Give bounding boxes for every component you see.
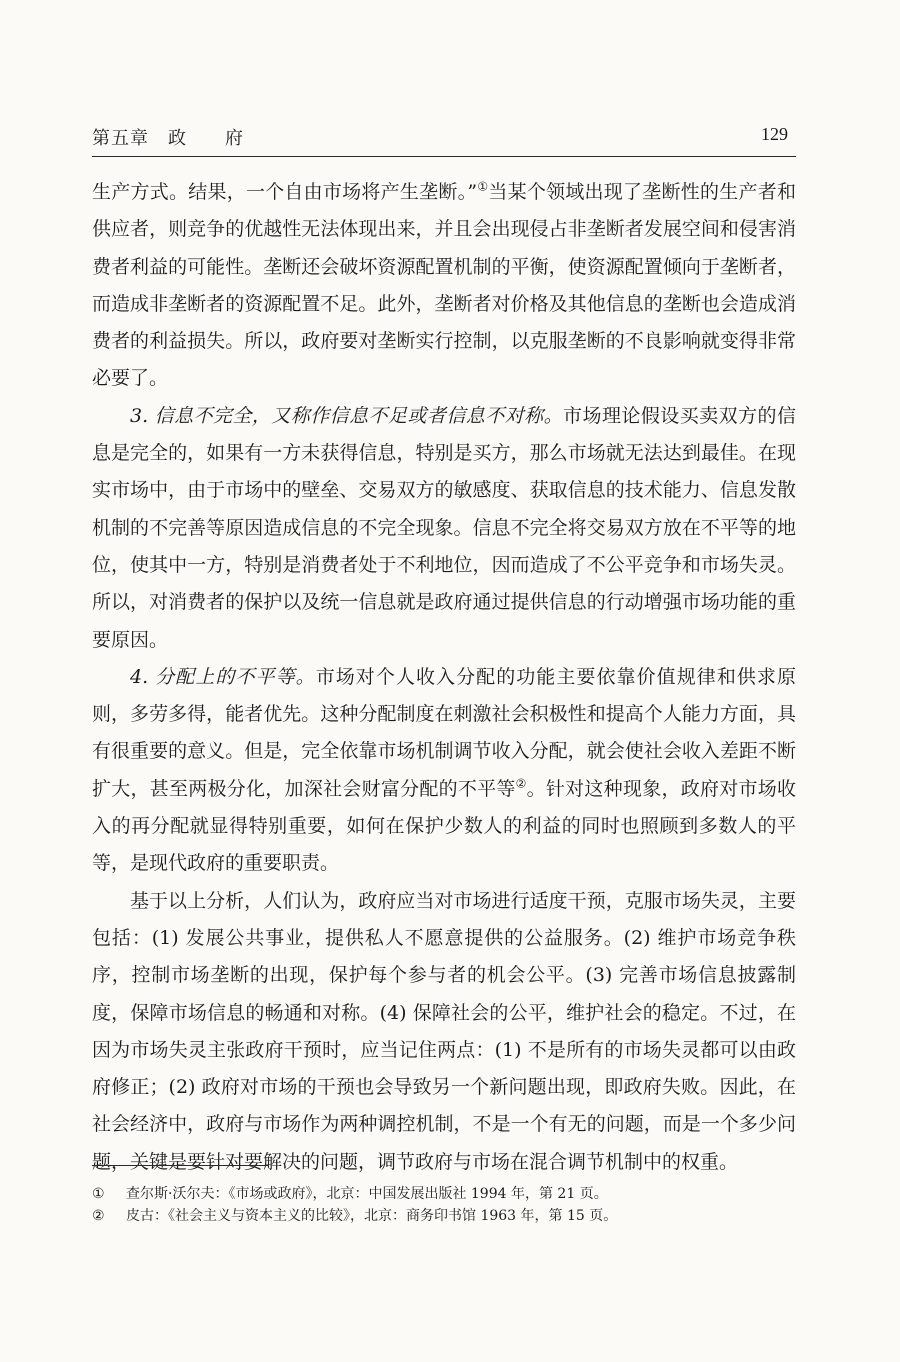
footnote-divider <box>92 1165 268 1166</box>
page-header <box>92 120 796 157</box>
paragraph-heading: 3. 信息不完全，又称作信息不足或者信息不对称。 <box>130 404 564 427</box>
footnote-ref-1: ① <box>477 179 489 194</box>
footnote-text: 查尔斯·沃尔夫：《市场或政府》，北京：中国发展出版社 1994 年，第 21 页。 <box>126 1186 608 1202</box>
paragraph-text: 当某个领域出现了垄断性的生产者和供应者，则竞争的优越性无法体现出来，并且会出现侵占非垄断者发展空间和侵害消费者利益的可能性。垄断还会破坏资源配置机制的平衡，使资源配置倾向于垄断者，而造成非垄断者的资源配置不足。此外，垄断者对价格及其他信息的垄断也会造成消费者的利益损失。所以，政府要对垄断实行控制，以克服垄断的不良影响就变得非常必要了。 <box>92 181 796 390</box>
paragraph-text: 。针对这种现象，政府对市场收入的再分配就显得特别重要，如何在保护少数人的利益的同时也照顾到多数人的平等，是现代政府的重要职责。 <box>92 777 796 875</box>
paragraph-text: 生产方式。结果，一个自由市场将产生垄断。” <box>92 181 478 203</box>
paragraph-text: 基于以上分析，人们认为，政府应当对市场进行适度干预，克服市场失灵，主要包括：(1) 发展公共事业，提供私人不愿意提供的公益服务。(2) 维护市场竞争秩序，控制市场垄断的出现，保护每个参与者的机会公平。(3) 完善市场信息披露制度，保障市场信息的畅通和对称。(4) 保障社会的公平，维护社会的稳定。不过，在因为市场失灵主张政府干预时，应当记住两点：(1) 不是所有的市场失灵都可以由政府修正；(2) 政府对市场的干预也会导致另一个新问题出现，即政府失败。因此，在社会经济中，政府与市场作为两种调控机制，不是一个有无的问题，而是一个多少问题，关键是要针对要解决的问题，调节政府与市场在混合调节机制中的权重。 <box>92 889 796 1173</box>
body-text <box>92 174 796 1181</box>
paragraph-text: 市场对个人收入分配的功能主要依靠价值规律和供求原则，多劳多得，能者优先。这种分配制度在刺激社会积极性和提高个人能力方面，具有很重要的意义。但是，完全依靠市场机制调节收入分配，就会使社会收入差距不断扩大，甚至两极分化，加深社会财富分配的不平等 <box>92 665 796 800</box>
footnote-mark: ② <box>92 1208 105 1224</box>
paragraph-text: 市场理论假设买卖双方的信息是完全的，如果有一方未获得信息，特别是买方，那么市场就无法达到最佳。在现实市场中，由于市场中的壁垒、交易双方的敏感度、获取信息的技术能力、信息发散机制的不完善等原因造成信息的不完全现象。信息不完全将交易双方放在不平等的地位，使其中一方，特别是消费者处于不利地位，因而造成了不公平竞争和市场失灵。所以，对消费者的保护以及统一信息就是政府通过提供信息的行动增强市场功能的重要原因。 <box>92 404 796 651</box>
footnote-mark: ① <box>92 1186 105 1202</box>
footnote-text: 皮古：《社会主义与资本主义的比较》，北京：商务印书馆 1963 年，第 15 页。 <box>126 1208 618 1224</box>
footnote-ref-2: ② <box>515 776 527 791</box>
footnote-2 <box>92 1205 796 1227</box>
paragraph-conclusion <box>92 883 796 1181</box>
paragraph-monopoly <box>92 174 796 398</box>
paragraph-distribution <box>92 659 796 883</box>
chapter-title: 第五章 政 府 <box>92 128 244 149</box>
footnotes <box>92 1183 796 1227</box>
footnote-1 <box>92 1183 796 1205</box>
paragraph-heading: 4. 分配上的不平等。 <box>130 665 316 688</box>
paragraph-information <box>92 398 796 659</box>
page-number: 129 <box>761 124 788 144</box>
